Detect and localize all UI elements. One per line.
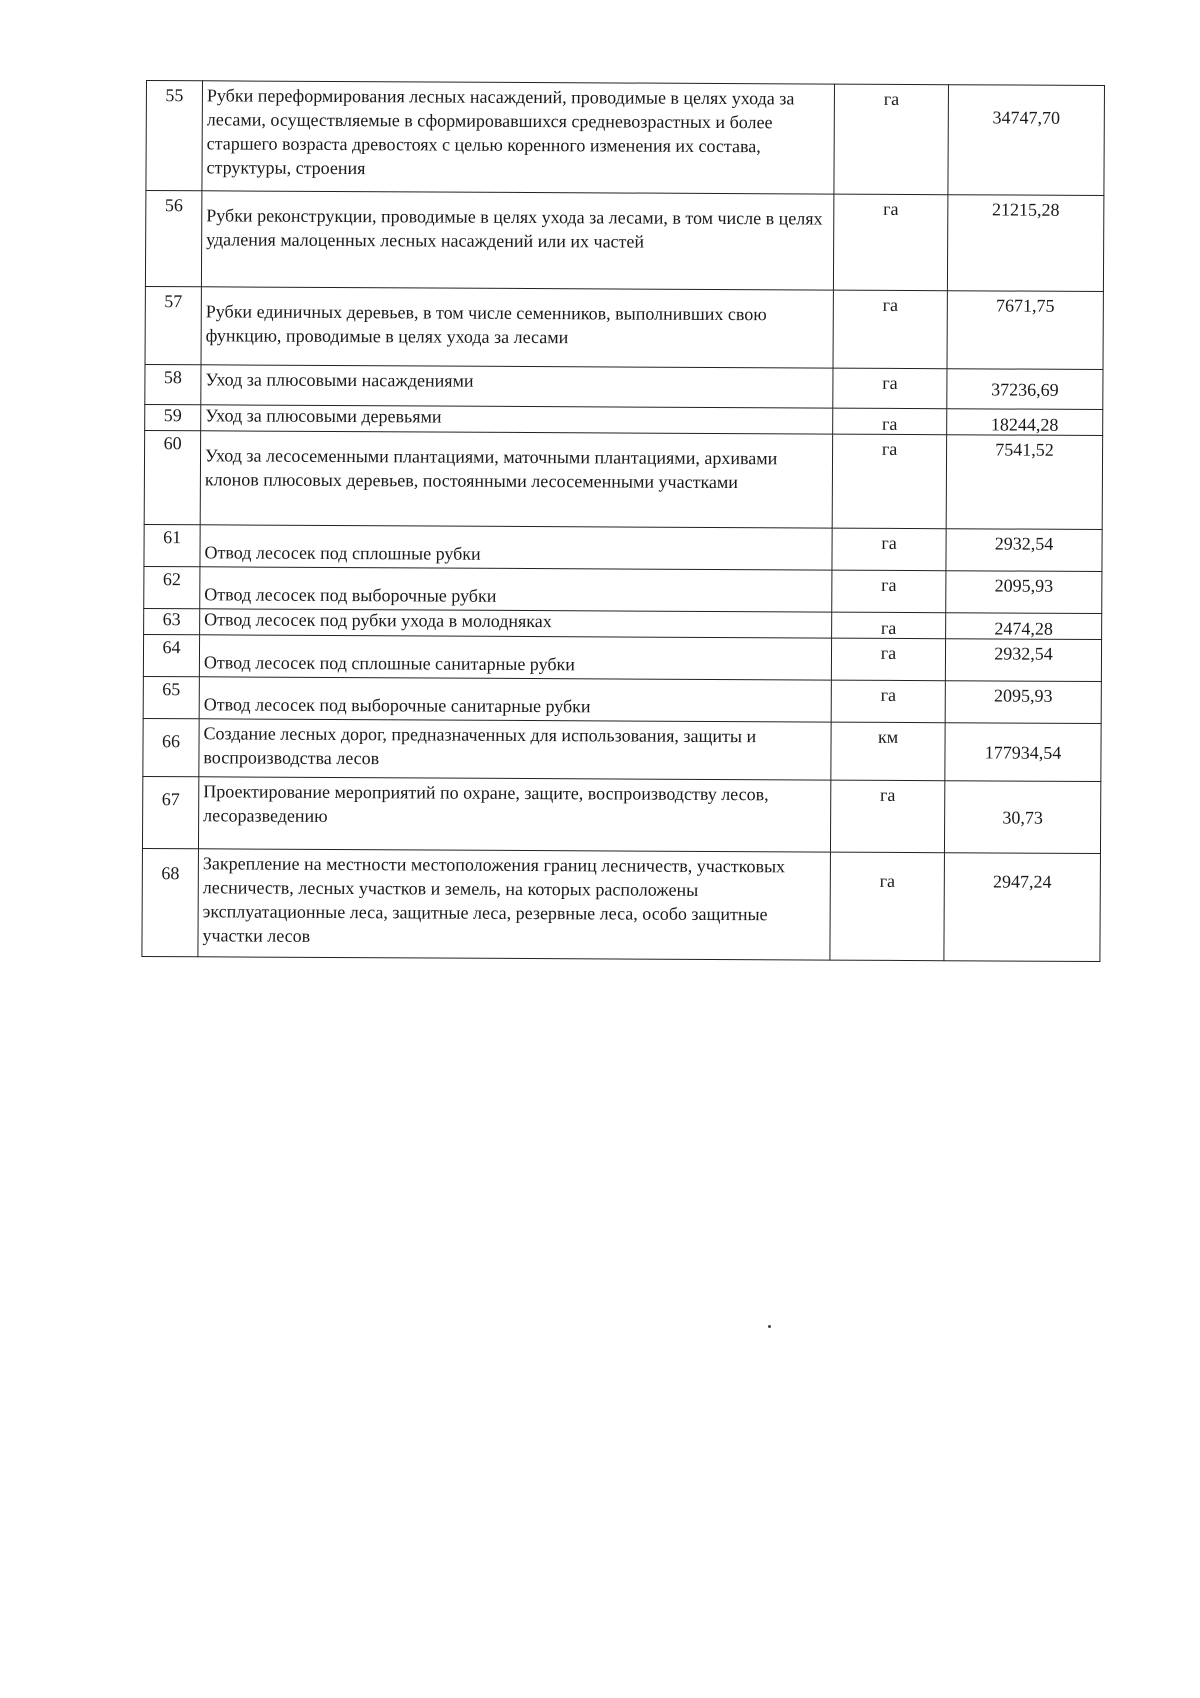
work-name: Уход за плюсовыми деревьями [201,405,833,434]
value: 2095,93 [945,681,1101,724]
unit: га [832,612,946,639]
row-number: 63 [144,608,200,634]
work-name: Отвод лесосек под сплошные рубки [200,525,832,570]
row-number: 60 [144,430,200,524]
work-name: Отвод лесосек под сплошные санитарные рубки [199,635,831,680]
work-name: Отвод лесосек под рубки ухода в молодняках [200,609,832,638]
value: 2095,93 [946,571,1102,614]
unit: га [833,194,948,291]
work-name: Рубки реконструкции, проводимые в целях ухода за лесами, в том числе в целях удаления малоценных лесных насаждений или их частей [201,191,833,290]
table-row [142,848,1101,961]
row-number: 65 [143,676,199,718]
unit: га [830,780,944,853]
forestry-works-table [141,80,1105,962]
unit: га [830,852,945,961]
table-row [144,566,1102,613]
row-number: 57 [145,286,201,364]
unit: га [832,434,946,529]
value: 18244,28 [947,409,1103,436]
unit: га [834,84,949,195]
value: 2932,54 [946,529,1102,572]
unit: га [831,638,945,681]
unit: га [831,680,945,723]
row-number: 55 [146,81,203,191]
table-row [143,676,1101,723]
work-name: Уход за плюсовыми насаждениями [201,365,833,408]
work-name: Создание лесных дорог, предназначенных для использования, защиты и воспроизводства лесов [199,719,831,780]
unit: га [833,290,947,369]
work-name: Рубки переформирования лесных насаждений, проводимые в целях ухода за лесами, осуществляемые в сформировавшихся средневозрастных и более старшего возраста древостоях с целью коренного изменения их состава, структуры, строения [202,81,835,194]
row-number: 64 [143,634,199,676]
table-row [146,81,1105,196]
table-row [144,430,1102,529]
unit: га [833,408,947,435]
value: 7671,75 [947,291,1103,370]
work-name: Отвод лесосек под выборочные санитарные рубки [199,677,831,722]
value: 34747,70 [948,85,1105,196]
value: 30,73 [944,781,1100,854]
table-row [144,524,1102,571]
value: 177934,54 [945,723,1101,782]
work-name: Рубки единичных деревьев, в том числе семенников, выполнивших свою функцию, проводимые в целях ухода за лесами [201,287,833,368]
value: 2947,24 [944,853,1101,962]
table-row [145,364,1103,409]
table-row [143,718,1101,781]
scan-speck [768,1325,771,1328]
value: 7541,52 [946,435,1102,530]
value: 2932,54 [945,639,1101,682]
value: 37236,69 [947,369,1103,410]
value: 2474,28 [946,613,1102,640]
row-number: 59 [145,404,201,430]
table-row [145,191,1103,292]
unit: км [831,722,945,781]
value: 21215,28 [947,195,1104,292]
unit: га [832,570,946,613]
row-number: 61 [144,524,200,566]
row-number: 62 [144,566,200,608]
row-number: 56 [145,191,202,287]
table-row [145,286,1103,369]
work-name: Отвод лесосек под выборочные рубки [200,567,832,612]
row-number: 58 [145,364,201,404]
work-name: Проектирование мероприятий по охране, защите, воспроизводству лесов, лесоразведению [198,777,830,852]
row-number: 67 [142,776,198,848]
work-name: Закрепление на местности местоположения границ лесничеств, участковых лесничеств, лесных участков и земель, на которых расположены эксплуатационные леса, защитные леса, резервные леса, особо защитные участки лесов [198,849,831,960]
table-row [143,634,1101,681]
unit: га [833,368,947,409]
unit: га [832,528,946,571]
work-name: Уход за лесосеменными плантациями, маточными плантациями, архивами клонов плюсовых деревьев, постоянными лесосеменными участками [200,431,832,528]
table-row [142,776,1100,853]
row-number: 66 [143,718,199,776]
row-number: 68 [142,848,199,956]
